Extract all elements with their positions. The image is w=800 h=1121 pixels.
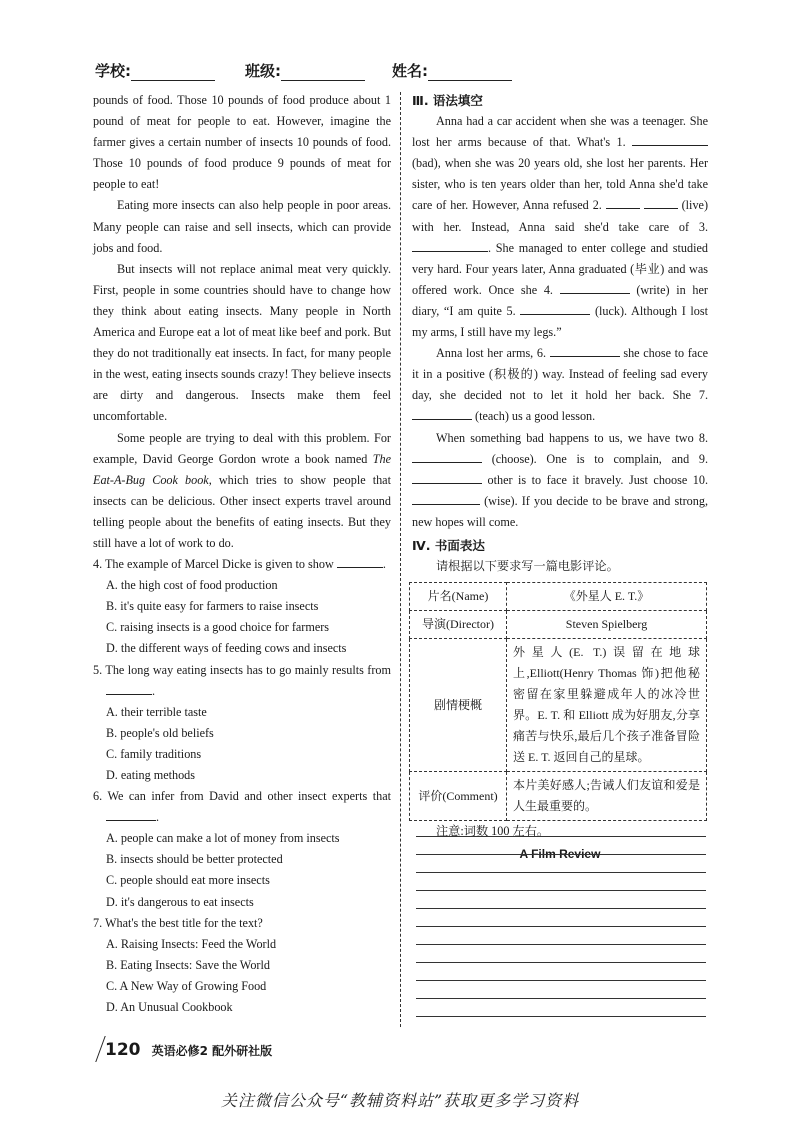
option[interactable]: C. A New Way of Growing Food [106, 978, 267, 993]
writing-line[interactable] [416, 908, 706, 909]
writing-line[interactable] [416, 980, 706, 981]
book-title: The Eat-A-Bug Cook book [93, 451, 391, 487]
right-column [412, 90, 708, 866]
answer-blank[interactable] [337, 555, 383, 568]
row-value: 本片美好感人;告诫人们友谊和爱是人生最重要的。 [507, 772, 707, 821]
writing-line[interactable] [416, 998, 706, 999]
page-footer [95, 1040, 272, 1060]
film-info-table [409, 582, 707, 821]
question-4: 4. The example of Marcel Dicke is given to show . A. the high cost of food production B. it's quite easy for farmers to raise insects C. raising insects is a good choice for farmers D. the different ways of feeding cows and insects [93, 554, 391, 659]
option[interactable]: C. raising insects is a good choice for farmers [106, 620, 330, 635]
blank-10[interactable] [412, 492, 480, 505]
blank-6[interactable] [550, 344, 620, 357]
writing-line[interactable] [416, 890, 706, 891]
reading-paragraph-3: But insects will not replace animal meat very quickly. First, people in some countries should have to change how they think about eating insects. Many people in North America and Europe eat a lot of meat like beef and pork. But they do not traditionally eat insects. In fact, for many people in the west, eating insects sounds crazy! They believe insects are dirty and dangerous. Insects make them feel uncomfortable. [93, 261, 391, 424]
writing-section-title: Ⅳ. 书面表达 [412, 537, 485, 553]
writing-line[interactable] [416, 1016, 706, 1017]
grammar-paragraph-3: When something bad happens to us, we have two 8. (choose). One is to complain, and 9. other is to face it bravely. Just choose 10. (wise). If you decide to be brave and strong, new hopes will come. [412, 430, 709, 529]
word-count-note: 注意:词数 100 左右。 [436, 824, 550, 839]
option[interactable]: C. family traditions [106, 746, 202, 761]
row-value: 外星人(E. T.)误留在地球上,Elliott(Henry Thomas 饰)把他秘密留在家里躲避成年人的冰冷世界。E. T. 和 Elliott 成为好朋友,分享痛苦与快乐,最后几个孩子准备冒险送 E. T. 返回自己的星球。 [507, 639, 707, 772]
blank-7[interactable] [412, 407, 472, 420]
blank-5[interactable] [520, 302, 590, 315]
option[interactable]: D. An Unusual Cookbook [106, 1000, 233, 1015]
option[interactable]: D. it's dangerous to eat insects [106, 894, 254, 909]
option[interactable]: A. the high cost of food production [106, 578, 278, 593]
row-key: 片名(Name) [410, 583, 507, 611]
table-row [410, 611, 707, 639]
blank-1[interactable] [632, 133, 708, 146]
column-divider [400, 92, 401, 1027]
option[interactable]: A. people can make a lot of money from insects [106, 831, 340, 846]
answer-blank[interactable] [106, 808, 156, 821]
blank-2[interactable] [606, 196, 640, 209]
writing-line[interactable] [416, 962, 706, 963]
question-7: 7. What's the best title for the text? A. Raising Insects: Feed the World B. Eating Insects: Save the World C. A New Way of Growing Food D. An Unusual Cookbook [93, 913, 391, 1018]
reading-paragraph-2: Eating more insects can also help people in poor areas. Many people can raise and sell insects, which can provide jobs and food. [93, 198, 391, 255]
school-field[interactable]: 学校: [95, 60, 215, 81]
option[interactable]: D. the different ways of feeding cows and insects [106, 641, 347, 656]
blank-8[interactable] [412, 450, 482, 463]
writing-line[interactable] [416, 944, 706, 945]
option[interactable]: A. their terrible taste [106, 704, 207, 719]
writing-instruction: 请根据以下要求写一篇电影评论。 [436, 559, 619, 574]
table-row [410, 583, 707, 611]
option[interactable]: B. it's quite easy for farmers to raise insects [106, 599, 319, 614]
review-title: A Film Review [519, 847, 601, 862]
class-field[interactable]: 班级: [245, 60, 365, 81]
row-value: 《外星人 E. T.》 [507, 583, 707, 611]
option[interactable]: A. Raising Insects: Feed the World [106, 936, 277, 951]
writing-line[interactable] [416, 926, 706, 927]
grammar-section-title: Ⅲ. 语法填空 [412, 93, 483, 108]
blank-3[interactable] [412, 239, 488, 252]
writing-line[interactable] [416, 872, 706, 873]
grammar-paragraph-2: Anna lost her arms, 6. she chose to face it in a positive (积极的) way. Instead of feeling sad every day, she decided not to let it hold her back. She 7. (teach) us a good lesson. [412, 346, 709, 424]
option[interactable]: B. people's old beliefs [106, 725, 214, 740]
row-value: Steven Spielberg [507, 611, 707, 639]
option[interactable]: B. insects should be better protected [106, 852, 283, 867]
writing-line[interactable] [416, 836, 706, 837]
row-key: 导演(Director) [410, 611, 507, 639]
option[interactable]: B. Eating Insects: Save the World [106, 957, 270, 972]
option[interactable]: C. people should eat more insects [106, 873, 270, 888]
watermark-text: 关注微信公众号“教辅资料站”获取更多学习资料 [220, 1091, 580, 1110]
answer-blank[interactable] [106, 682, 152, 695]
grammar-paragraph-1: Anna had a car accident when she was a teenager. She lost her arms because of that. What's 1. (bad), when she was 20 years old, she lost her parents. Her sister, who is ten years older than her, told Anna she'd take care of her. However, Anna refused 2. (live) with her. Instead, Anna said she'd take care of 3. . She managed to enter college and studied very hard. Four years later, Anna graduated (毕业) and was offered work. Once she 4. (write) in her diary, “I am quite 5. (luck). Although I lost my arms, I still have my legs.” [412, 114, 709, 340]
page-number: 120 [105, 1040, 141, 1060]
row-key: 评价(Comment) [410, 772, 507, 821]
blank-9[interactable] [412, 471, 482, 484]
question-6: 6. We can infer from David and other insect experts that . A. people can make a lot of money from insects B. insects should be better protected C. people should eat more insects D. it's dangerous to eat insects [93, 786, 391, 913]
left-column [93, 90, 391, 1018]
reading-paragraph-4: Some people are trying to deal with this problem. For example, David George Gordon wrote a book named The Eat-A-Bug Cook book, which tries to show people that insects can be delicious. Other insect experts travel around telling people about the benefits of eating insects. But they still have a lot of work to do. [93, 430, 391, 550]
table-row [410, 772, 707, 821]
book-name: 英语必修2 配外研社版 [151, 1044, 273, 1058]
question-5: 5. The long way eating insects has to go mainly results from . A. their terrible taste B. people's old beliefs C. family traditions D. eating methods [93, 660, 391, 787]
student-info-header [95, 60, 715, 84]
option[interactable]: D. eating methods [106, 768, 196, 782]
row-key: 剧情梗概 [410, 639, 507, 772]
writing-line[interactable] [416, 854, 706, 855]
name-field[interactable]: 姓名: [392, 60, 512, 81]
table-row [410, 639, 707, 772]
blank-4[interactable] [560, 281, 630, 294]
reading-paragraph-1: pounds of food. Those 10 pounds of food produce about 1 pound of meat for people to eat. However, imagine the farmer gives a certain number of insects 10 pounds of food. Those 10 pounds of food produce 9 pounds of meat for people to eat! [93, 93, 391, 192]
